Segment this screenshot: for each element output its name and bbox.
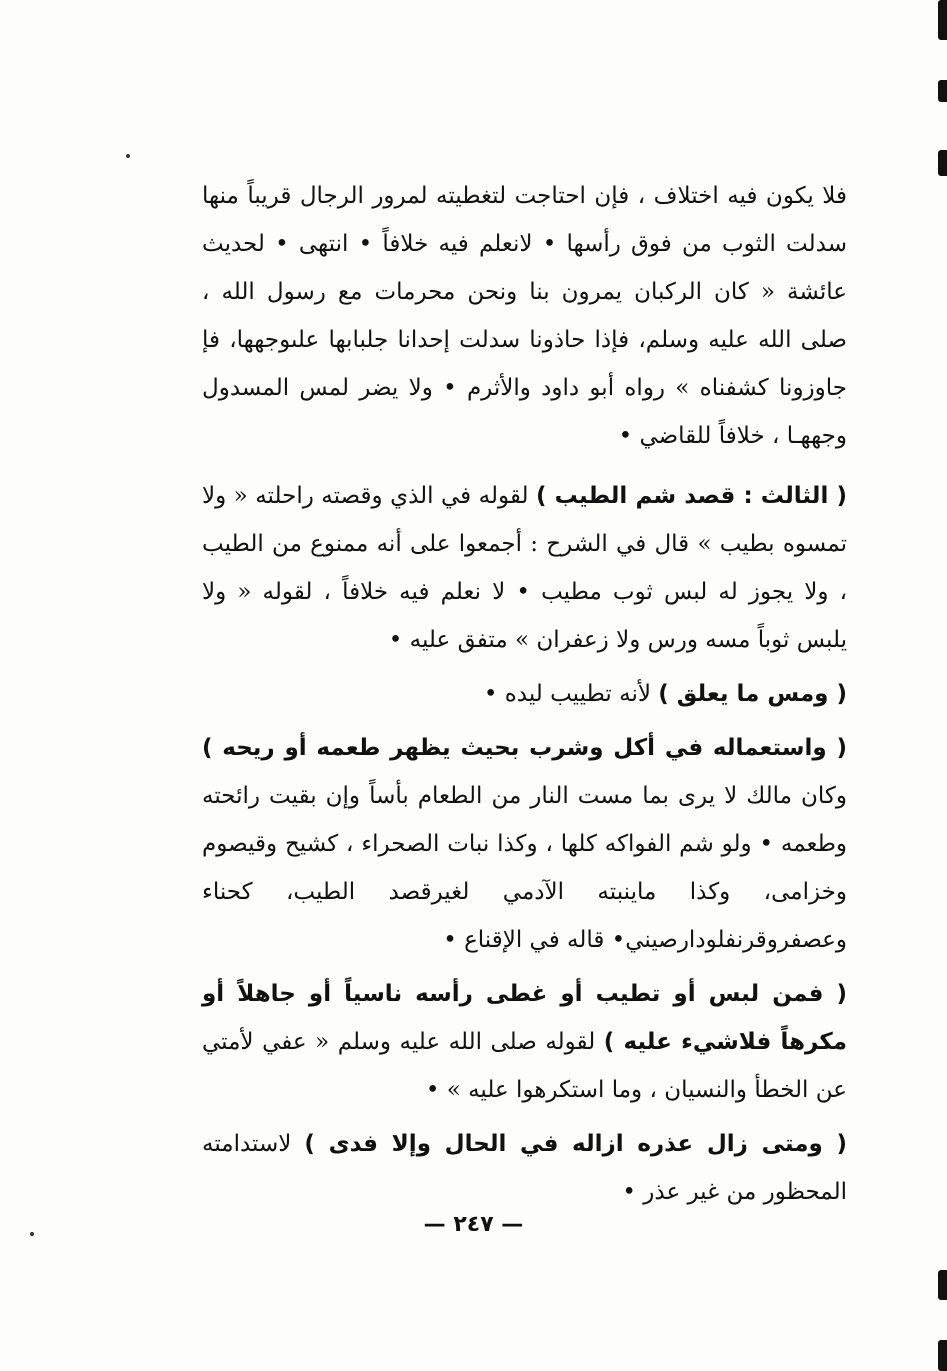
paragraph-2 [202, 472, 847, 664]
scan-edge-mark [938, 0, 947, 40]
paragraph-2-text: لقوله في الذي وقصته راحلته « ولا تمسوه بطيب » قال في الشرح : أجمعوا على أنه ممنوع من الطيب ، ولا يجوز له لبس ثوب مطيب • لا نعلم فيه خلافاً ، لقوله « ولا يلبس ثوباً مسه ورس ولا زعفران » متفق عليه • [202, 483, 847, 653]
paragraph-5 [202, 970, 847, 1114]
paragraph-5-heading: ( فمن لبس أو تطيب أو غطى رأسه ناسياً أو جاهلاً أو مكرهاً فلاشيء عليه ) [202, 981, 847, 1055]
paragraph-4-text: وكان مالك لا يرى بما مست النار من الطعام بأساً وإن بقيت رائحته وطعمه • ولو شم الفواكه كلها ، وكذا نبات الصحراء ، كشيح وقيصوم وخزامى، وكذا ماينبته الآدمي لغيرقصد الطيب، كحناء وعصفروقرنفلودارصيني• قاله في الإقناع • [202, 783, 847, 953]
paragraph-4 [202, 724, 847, 964]
paragraph-1 [202, 172, 847, 460]
scan-edge-mark [938, 1270, 947, 1300]
body-text [202, 172, 847, 1216]
scan-edge-mark [938, 1340, 947, 1371]
paragraph-2-heading: ( الثالث : قصد شم الطيب ) [535, 483, 847, 509]
paragraph-3-heading: ( ومس ما يعلق ) [658, 681, 847, 707]
scan-edge-mark [938, 150, 947, 176]
paragraph-1-text: فلا يكون فيه اختلاف ، فإن احتاجت لتغطيته لمرور الرجال قريباً منها سدلت الثوب من فوق رأسها • لانعلم فيه خلافاً • انتهى • لحديث عائشة « كان الركبان يمرون بنا ونحن محرمات مع رسول الله ، صلى الله عليه وسلم، فإذا حاذونا سدلت إحدانا جلبابها علىوجهها، فإ جاوزونا كشفناه » رواه أبو داود والأثرم • ولا يضر لمس المسدول وجههـا ، خلافاً للقاضي • [202, 183, 847, 449]
paragraph-6-text: لاستدامته المحظور من غير عذر • [202, 1131, 847, 1205]
paragraph-6 [202, 1120, 847, 1216]
paragraph-6-heading: ( ومتى زال عذره ازاله في الحال وإلا فدى ) [304, 1131, 847, 1157]
scan-edge-mark [938, 80, 947, 102]
paragraph-3 [202, 670, 847, 718]
paragraph-4-heading: ( واستعماله في أكل وشرب بحيث يظهر طعمه أو ريحه ) [202, 735, 847, 761]
scan-speck [126, 154, 130, 158]
paragraph-5-text: لقوله صلى الله عليه وسلم « عفي لأمتي عن الخطأ والنسيان ، وما استكرهوا عليه » • [202, 1029, 847, 1103]
paragraph-3-text: لأنه تطييب ليده • [483, 681, 659, 707]
page-number: — ٢٤٧ — [423, 1212, 524, 1237]
